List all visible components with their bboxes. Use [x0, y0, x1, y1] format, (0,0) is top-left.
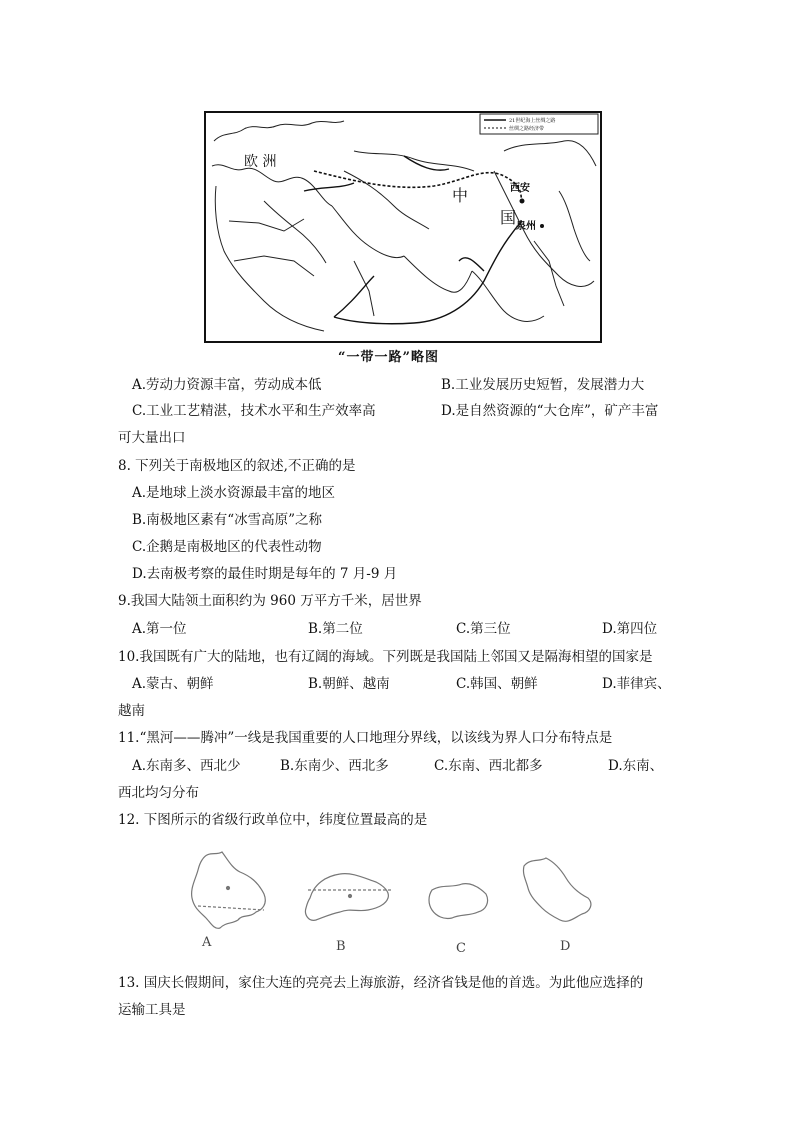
q11-option-d: D.东南、: [608, 758, 664, 774]
q9-option-d: D.第四位: [602, 621, 658, 637]
map-legend: [480, 114, 598, 134]
q13-stem-cont: 运输工具是: [118, 1002, 186, 1018]
q10-option-b: B.朝鲜、越南: [308, 676, 390, 692]
q12-stem: 12. 下图所示的省级行政单位中，纬度位置最高的是: [118, 812, 428, 828]
q8-option-a: A.是地球上淡水资源最丰富的地区: [132, 485, 336, 501]
q10-option-a: A.蒙古、朝鲜: [132, 676, 214, 692]
province-label-d: D: [560, 939, 571, 954]
q9-option-a: A.第一位: [132, 621, 187, 637]
q11-option-d-cont: 西北均匀分布: [118, 785, 199, 801]
q10-option-d-cont: 越南: [118, 703, 145, 719]
q11-stem: 11.“黑河——腾冲”一线是我国重要的人口地理分界线，以该线为界人口分布特点是: [118, 730, 613, 746]
quanzhou-marker: [540, 224, 544, 228]
q7-option-d-cont: 可大量出口: [118, 430, 186, 446]
q11-option-c: C.东南、西北都多: [434, 758, 543, 774]
province-a-outline: [192, 852, 266, 928]
q10-option-c: C.韩国、朝鲜: [456, 676, 538, 692]
belt-and-road-map: [204, 111, 602, 343]
label-china-1: 中: [452, 186, 469, 205]
province-b-outline: [305, 874, 392, 921]
q7-option-a: A.劳动力资源丰富，劳动成本低: [132, 377, 322, 393]
q10-stem: 10.我国既有广大的陆地，也有辽阔的海域。下列既是我国陆上邻国又是隔海相望的国家是: [118, 649, 653, 665]
q13-stem: 13. 国庆长假期间，家住大连的亮亮去上海旅游，经济省钱是他的首选。为此他应选择的: [118, 975, 644, 991]
label-europe: 欧 洲: [244, 154, 277, 170]
province-outlines-figure: [180, 838, 630, 960]
province-d-outline: [523, 858, 590, 921]
q9-option-c: C.第三位: [456, 621, 511, 637]
q9-stem: 9.我国大陆领土面积约为 960 万平方千米，居世界: [118, 593, 422, 609]
label-china-2: 国: [500, 208, 517, 227]
q8-option-b: B.南极地区素有“冰雪高原”之称: [132, 512, 323, 528]
figure1-caption: “一带一路”略图: [338, 350, 439, 365]
province-label-a: A: [202, 935, 212, 950]
province-label-c: C: [456, 941, 466, 956]
q8-option-c: C.企鹅是南极地区的代表性动物: [132, 539, 322, 555]
q8-stem: 8. 下列关于南极地区的叙述,不正确的是: [118, 458, 356, 474]
q7-option-d: D.是自然资源的“大仓库”，矿产丰富: [441, 403, 659, 419]
xian-marker: [520, 199, 525, 204]
legend-sea-route: 21世纪海上丝绸之路: [509, 118, 556, 124]
label-xian: 西安: [510, 183, 530, 194]
q8-option-d: D.去南极考察的最佳时期是每年的 7 月-9 月: [132, 566, 398, 582]
q9-option-b: B.第二位: [308, 621, 363, 637]
province-label-b: B: [336, 939, 346, 954]
q10-option-d: D.菲律宾、: [602, 676, 671, 692]
q7-option-c: C.工业工艺精湛，技术水平和生产效率高: [132, 403, 376, 419]
legend-land-route: 丝绸之路经济带: [509, 126, 545, 132]
province-c-outline: [429, 884, 488, 919]
q11-option-b: B.东南少、西北多: [280, 758, 389, 774]
label-quanzhou: 泉州: [516, 221, 536, 232]
q11-option-a: A.东南多、西北少: [132, 758, 241, 774]
q7-option-b: B.工业发展历史短暂，发展潜力大: [441, 377, 645, 393]
